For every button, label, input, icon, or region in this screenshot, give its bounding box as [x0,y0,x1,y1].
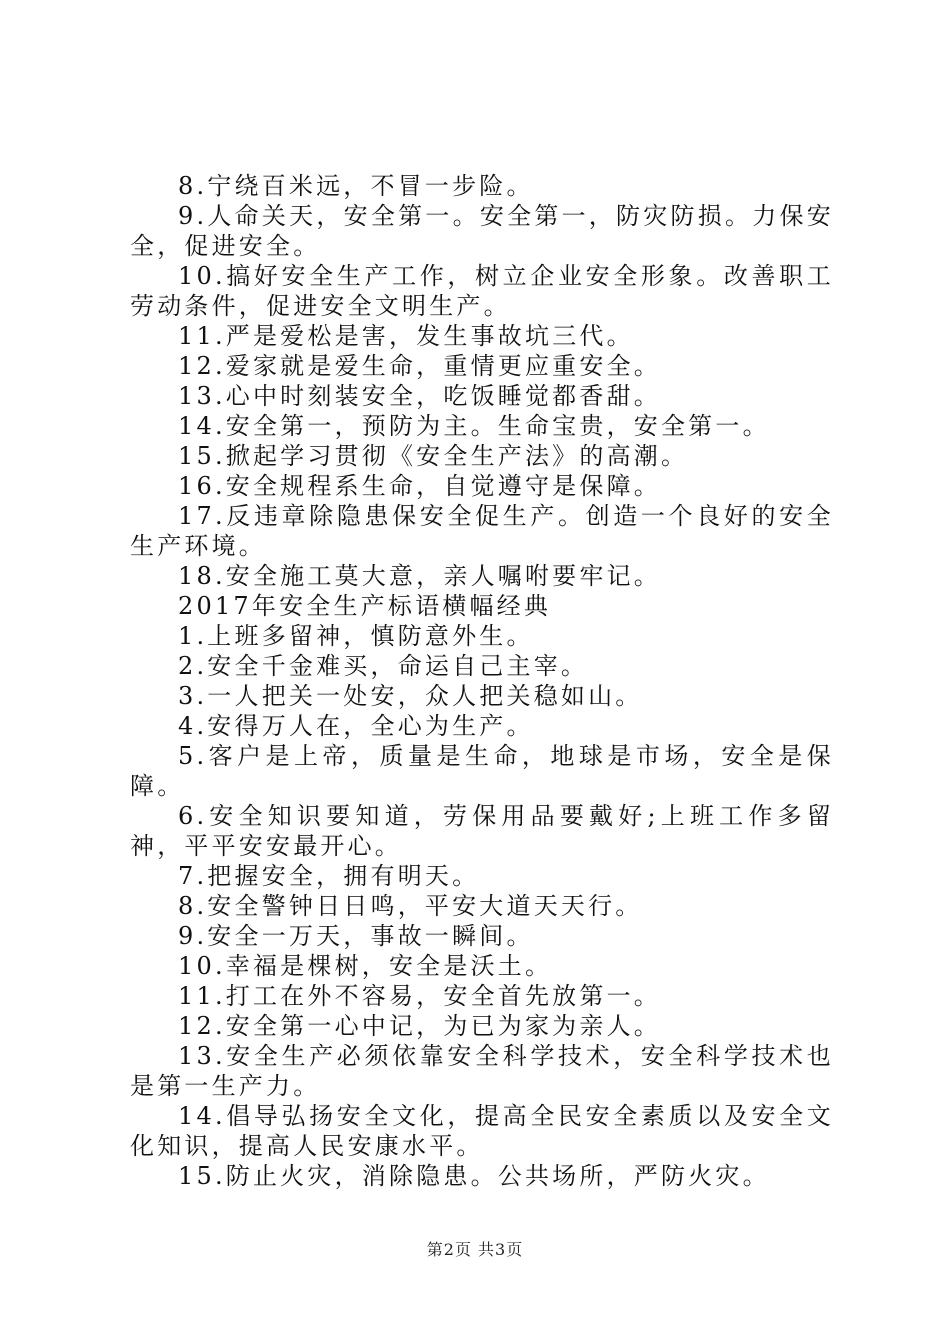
page-footer [0,1240,950,1260]
paragraph-22: 10.幸福是棵树，安全是沃土。 [178,952,553,980]
page-number-label: 第2页 共3页 [426,1240,524,1259]
paragraph-1: 8.宁绕百米远，不冒一步险。 [178,172,534,200]
paragraph-4: 11.严是爱松是害，发生事故坑三代。 [178,322,634,350]
paragraph-11: 18.安全施工莫大意，亲人嘱咐要牢记。 [178,562,661,590]
paragraph-10: 17.反违章除隐患保安全促生产。创造一个良好的安全生产环境。 [130,502,834,560]
paragraph-13: 1.上班多留神，慎防意外生。 [178,622,534,650]
paragraph-25: 13.安全生产必须依靠安全科学技术，安全科学技术也是第一生产力。 [130,1042,834,1100]
paragraph-6: 13.心中时刻装安全，吃饭睡觉都香甜。 [178,382,661,410]
paragraph-18: 6.安全知识要知道，劳保用品要戴好;上班工作多留神，平平安安最开心。 [130,802,834,860]
paragraph-2: 9.人命关天，安全第一。安全第一，防灾防损。力保安全，促进安全。 [130,202,834,260]
paragraph-15: 3.一人把关一处安，众人把关稳如山。 [178,682,643,710]
paragraph-24: 12.安全第一心中记，为已为家为亲人。 [178,1012,661,1040]
document-body [130,171,834,1191]
section-heading: 2017年安全生产标语横幅经典 [178,592,552,620]
paragraph-3: 10.搞好安全生产工作，树立企业安全形象。改善职工劳动条件，促进安全文明生产。 [130,262,834,320]
paragraph-19: 7.把握安全，拥有明天。 [178,862,480,890]
paragraph-7: 14.安全第一，预防为主。生命宝贵，安全第一。 [178,412,770,440]
paragraph-23: 11.打工在外不容易，安全首先放第一。 [178,982,661,1010]
paragraph-14: 2.安全千金难买，命运自己主宰。 [178,652,589,680]
paragraph-17: 5.客户是上帝，质量是生命，地球是市场，安全是保障。 [130,742,834,800]
paragraph-26: 14.倡导弘扬安全文化，提高全民安全素质以及安全文化知识，提高人民安康水平。 [130,1102,834,1160]
paragraph-5: 12.爱家就是爱生命，重情更应重安全。 [178,352,661,380]
paragraph-9: 16.安全规程系生命，自觉遵守是保障。 [178,472,661,500]
paragraph-27: 15.防止火灾，消除隐患。公共场所，严防火灾。 [178,1162,770,1190]
paragraph-21: 9.安全一万天，事故一瞬间。 [178,922,534,950]
paragraph-20: 8.安全警钟日日鸣，平安大道天天行。 [178,892,643,920]
paragraph-16: 4.安得万人在，全心为生产。 [178,712,534,740]
paragraph-8: 15.掀起学习贯彻《安全生产法》的高潮。 [178,442,689,470]
